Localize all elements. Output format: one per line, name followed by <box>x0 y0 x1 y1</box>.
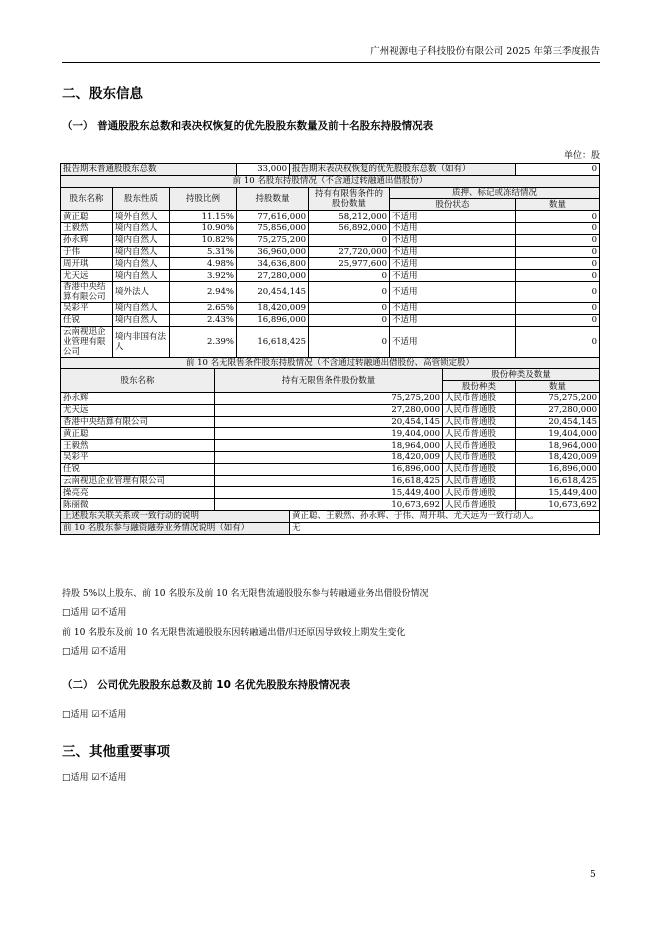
col-header-count: 数量 <box>516 199 600 211</box>
u-holder-qty: 18,420,009 <box>215 451 443 463</box>
u-holder-qty: 27,280,000 <box>215 404 443 416</box>
top10-header-row-1 <box>61 187 600 199</box>
holder-count: 0 <box>516 246 600 258</box>
holder-ratio: 2.65% <box>170 302 237 314</box>
table-row <box>61 499 600 511</box>
col-header-status: 股份状态 <box>390 199 516 211</box>
u-holder-count: 18,964,000 <box>516 440 600 452</box>
holder-qty: 75,275,200 <box>237 234 309 246</box>
holder-restricted: 56,892,000 <box>309 222 390 234</box>
u-holder-qty: 16,618,425 <box>215 475 443 487</box>
top10-title: 前 10 名股东持股情况（不含通过转融通出借股份） <box>61 175 600 187</box>
holder-qty: 16,618,425 <box>237 326 309 357</box>
table-row <box>61 314 600 326</box>
u-holder-name: 操亮亮 <box>61 487 215 499</box>
holder-status: 不适用 <box>390 234 516 246</box>
holder-name: 尤天远 <box>61 270 113 282</box>
table-row <box>61 211 600 223</box>
u-holder-qty: 20,454,145 <box>215 416 443 428</box>
applicable-checkbox-3: □适用 ☑不适用 <box>62 710 127 720</box>
u-holder-name: 吴彩平 <box>61 451 215 463</box>
table-row <box>61 416 600 428</box>
u-holder-qty: 75,275,200 <box>215 392 443 404</box>
holder-nature: 境内自然人 <box>113 222 170 234</box>
u-holder-name: 云南视迅企业管理有限公司 <box>61 475 215 487</box>
related-note-row <box>61 510 600 522</box>
common-holders-label: 报告期末普通股股东总数 <box>61 164 237 176</box>
u-holder-qty: 18,964,000 <box>215 440 443 452</box>
holder-nature: 境内自然人 <box>113 302 170 314</box>
u-holder-type: 人民币普通股 <box>443 428 516 440</box>
pref-holders-label: 报告期末表决权恢复的优先股股东总数（如有） <box>290 164 516 176</box>
holder-qty: 36,960,000 <box>237 246 309 258</box>
holder-count: 0 <box>516 258 600 270</box>
holder-qty: 16,896,000 <box>237 314 309 326</box>
page-header: 广州视源电子科技股份有限公司 2025 年第三季度报告 <box>62 45 600 63</box>
holder-nature: 境内自然人 <box>113 270 170 282</box>
holder-count: 0 <box>516 281 600 302</box>
holder-ratio: 2.43% <box>170 314 237 326</box>
section-title-shareholders: 二、股东信息 <box>62 86 143 102</box>
holder-restricted: 0 <box>309 234 390 246</box>
u-holder-type: 人民币普通股 <box>443 404 516 416</box>
holder-restricted: 0 <box>309 302 390 314</box>
subsection-title-2: （二） 公司优先股股东总数及前 10 名优先股股东持股情况表 <box>62 679 351 691</box>
holder-count: 0 <box>516 314 600 326</box>
u-holder-count: 19,404,000 <box>516 428 600 440</box>
table-row <box>61 428 600 440</box>
table-row <box>61 234 600 246</box>
related-note-value: 黄正聪、王毅然、孙永辉、于伟、周开琪、尤天远为一致行动人。 <box>290 510 600 522</box>
table-row <box>61 302 600 314</box>
u-holder-name: 香港中央结算有限公司 <box>61 416 215 428</box>
holder-name: 于伟 <box>61 246 113 258</box>
holder-name: 王毅然 <box>61 222 113 234</box>
holder-status: 不适用 <box>390 326 516 357</box>
holder-restricted: 27,720,000 <box>309 246 390 258</box>
holder-name: 香港中央结算有限公司 <box>61 281 113 302</box>
holder-count: 0 <box>516 270 600 282</box>
u-col-header-type-group: 股份种类及数量 <box>443 369 600 381</box>
unrestricted-title: 前 10 名无限售条件股东持股情况（不含通过转融通出借股份、高管锁定股） <box>61 357 600 369</box>
holder-nature: 境外法人 <box>113 281 170 302</box>
pref-holders-value: 0 <box>516 164 600 176</box>
table-row <box>61 451 600 463</box>
holder-ratio: 4.98% <box>170 258 237 270</box>
holder-qty: 27,280,000 <box>237 270 309 282</box>
u-holder-count: 16,618,425 <box>516 475 600 487</box>
u-col-header-type: 股份种类 <box>443 381 516 393</box>
table-row <box>61 326 600 357</box>
u-holder-count: 18,420,009 <box>516 451 600 463</box>
holder-status: 不适用 <box>390 258 516 270</box>
col-header-nature: 股东性质 <box>113 187 170 211</box>
u-col-header-qty: 持有无限售条件股份数量 <box>215 369 443 393</box>
holder-status: 不适用 <box>390 246 516 258</box>
u-holder-type: 人民币普通股 <box>443 451 516 463</box>
holder-ratio: 5.31% <box>170 246 237 258</box>
u-holder-name: 孙永辉 <box>61 392 215 404</box>
holder-nature: 境内非国有法人 <box>113 326 170 357</box>
holder-status: 不适用 <box>390 314 516 326</box>
unrestricted-header-row-1 <box>61 369 600 381</box>
holder-status: 不适用 <box>390 281 516 302</box>
holder-qty: 18,420,009 <box>237 302 309 314</box>
holder-ratio: 2.94% <box>170 281 237 302</box>
u-holder-qty: 10,673,692 <box>215 499 443 511</box>
holder-ratio: 10.82% <box>170 234 237 246</box>
col-header-qty: 持股数量 <box>237 187 309 211</box>
holder-qty: 75,856,000 <box>237 222 309 234</box>
holder-qty: 77,616,000 <box>237 211 309 223</box>
holder-status: 不适用 <box>390 302 516 314</box>
holder-name: 黄正聪 <box>61 211 113 223</box>
table-row <box>61 281 600 302</box>
holder-count: 0 <box>516 211 600 223</box>
holder-name: 吴彩平 <box>61 302 113 314</box>
holder-name: 云南视迅企业管理有限公司 <box>61 326 113 357</box>
unrestricted-title-row <box>61 357 600 369</box>
page-number: 5 <box>590 870 596 880</box>
applicable-checkbox-2: □适用 ☑不适用 <box>62 647 127 657</box>
table-row <box>61 463 600 475</box>
holder-name: 周开琪 <box>61 258 113 270</box>
holder-restricted: 0 <box>309 326 390 357</box>
applicable-checkbox-1: □适用 ☑不适用 <box>62 608 127 618</box>
holder-count: 0 <box>516 326 600 357</box>
holder-count: 0 <box>516 222 600 234</box>
u-holder-type: 人民币普通股 <box>443 499 516 511</box>
summary-row <box>61 164 600 176</box>
table-row <box>61 487 600 499</box>
holder-qty: 20,454,145 <box>237 281 309 302</box>
u-holder-type: 人民币普通股 <box>443 416 516 428</box>
u-holder-count: 20,454,145 <box>516 416 600 428</box>
u-holder-qty: 15,449,400 <box>215 487 443 499</box>
table-row <box>61 392 600 404</box>
holder-status: 不适用 <box>390 211 516 223</box>
table-row <box>61 440 600 452</box>
unit-label: 单位：股 <box>563 151 600 161</box>
u-holder-type: 人民币普通股 <box>443 392 516 404</box>
holder-status: 不适用 <box>390 222 516 234</box>
col-header-name: 股东名称 <box>61 187 113 211</box>
holder-nature: 境内自然人 <box>113 234 170 246</box>
table-row <box>61 246 600 258</box>
u-holder-count: 75,275,200 <box>516 392 600 404</box>
holder-restricted: 58,212,000 <box>309 211 390 223</box>
holder-restricted: 25,977,600 <box>309 258 390 270</box>
para-lending-change: 前 10 名股东及前 10 名无限售流通股股东因转融通出借/归还原因导致较上期发生变化 <box>62 628 406 638</box>
col-header-ratio: 持股比例 <box>170 187 237 211</box>
holder-name: 任锐 <box>61 314 113 326</box>
holder-count: 0 <box>516 234 600 246</box>
u-holder-type: 人民币普通股 <box>443 487 516 499</box>
u-holder-name: 陈丽微 <box>61 499 215 511</box>
para-securities-lending: 持股 5%以上股东、前 10 名股东及前 10 名无限售流通股股东参与转融通业务出借股份情况 <box>62 589 429 599</box>
col-header-restricted: 持有有限售条件的股份数量 <box>309 187 390 211</box>
u-holder-qty: 16,896,000 <box>215 463 443 475</box>
margin-note-row <box>61 522 600 534</box>
table-row <box>61 222 600 234</box>
holder-ratio: 2.39% <box>170 326 237 357</box>
holder-restricted: 0 <box>309 281 390 302</box>
u-holder-name: 王毅然 <box>61 440 215 452</box>
shareholder-table <box>60 163 600 535</box>
table-row <box>61 404 600 416</box>
u-holder-type: 人民币普通股 <box>443 463 516 475</box>
u-col-header-name: 股东名称 <box>61 369 215 393</box>
margin-note-label: 前 10 名股东参与融资融券业务情况说明（如有） <box>61 522 290 534</box>
col-header-pledge: 质押、标记或冻结情况 <box>390 187 600 199</box>
table-row <box>61 270 600 282</box>
holder-nature: 境内自然人 <box>113 314 170 326</box>
subsection-title-1: （一） 普通股股东总数和表决权恢复的优先股股东数量及前十名股东持股情况表 <box>62 120 434 132</box>
u-holder-type: 人民币普通股 <box>443 475 516 487</box>
u-col-header-count: 数量 <box>516 381 600 393</box>
top10-title-row <box>61 175 600 187</box>
holder-nature: 境内自然人 <box>113 246 170 258</box>
holder-nature: 境外自然人 <box>113 211 170 223</box>
holder-name: 孙永辉 <box>61 234 113 246</box>
holder-restricted: 0 <box>309 270 390 282</box>
u-holder-count: 27,280,000 <box>516 404 600 416</box>
holder-status: 不适用 <box>390 270 516 282</box>
holder-count: 0 <box>516 302 600 314</box>
u-holder-name: 黄正聪 <box>61 428 215 440</box>
holder-ratio: 3.92% <box>170 270 237 282</box>
section-title-other: 三、其他重要事项 <box>62 744 170 760</box>
related-note-label: 上述股东关联关系或一致行动的说明 <box>61 510 290 522</box>
u-holder-type: 人民币普通股 <box>443 440 516 452</box>
u-holder-count: 10,673,692 <box>516 499 600 511</box>
holder-ratio: 10.90% <box>170 222 237 234</box>
u-holder-name: 任锐 <box>61 463 215 475</box>
holder-ratio: 11.15% <box>170 211 237 223</box>
table-row <box>61 258 600 270</box>
holder-qty: 34,636,800 <box>237 258 309 270</box>
holder-restricted: 0 <box>309 314 390 326</box>
common-holders-value: 33,000 <box>237 164 290 176</box>
applicable-checkbox-4: □适用 ☑不适用 <box>62 773 127 783</box>
u-holder-name: 尤天远 <box>61 404 215 416</box>
u-holder-count: 15,449,400 <box>516 487 600 499</box>
u-holder-count: 16,896,000 <box>516 463 600 475</box>
margin-note-value: 无 <box>290 522 600 534</box>
holder-nature: 境内自然人 <box>113 258 170 270</box>
u-holder-qty: 19,404,000 <box>215 428 443 440</box>
table-row <box>61 475 600 487</box>
